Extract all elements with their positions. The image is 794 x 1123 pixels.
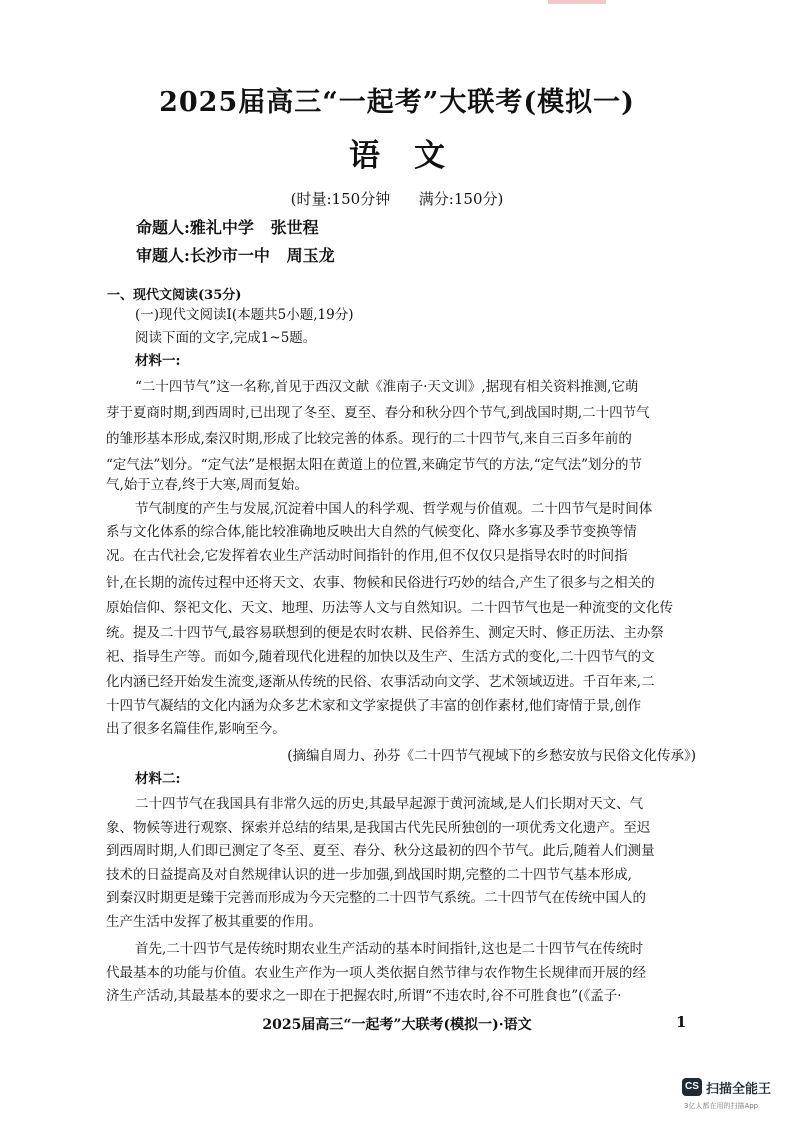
material1-line: 原始信仰、祭祀文化、天文、地理、历法等人文与自然知识。二十四节气也是一种流变的文化传	[106, 600, 673, 616]
material1-line: 祀、指导生产等。而如今,随着现代化进程的加快以及生产、生活方式的变化,二十四节气的文	[106, 649, 655, 665]
material1-line: 十四节气凝结的文化内涵为众多艺术家和文学家提供了丰富的创作素材,他们寄情于景,创作	[106, 698, 642, 714]
material2-line: 济生产活动,其最基本的要求之一即在于把握农时,所谓“不违农时,谷不可胜食也”(《孟子·	[106, 988, 622, 1004]
material2-line: 首先,二十四节气是传统时期农业生产活动的基本时间指针,这也是二十四节气在传统时	[135, 941, 644, 957]
material1-line: 的雏形基本形成,秦汉时期,形成了比较完善的体系。现行的二十四节气,来自三百多年前的	[106, 431, 632, 447]
section-heading: 一、现代文阅读(35分)	[107, 288, 242, 303]
material2-line: 到西周时期,人们即已测定了冬至、夏至、春分、秋分这最初的四个节气。此后,随着人们测量	[106, 843, 655, 859]
material2-line: 二十四节气在我国具有非常久远的历史,其最早起源于黄河流域,是人们长期对天文、气	[135, 796, 644, 812]
watermark-tagline: 3亿人都在用的扫描App	[684, 1102, 759, 1110]
reviewer-line: 审题人:长沙市一中 周玉龙	[136, 246, 335, 265]
camscanner-logo-icon: CS	[682, 1078, 702, 1096]
exam-meta: (时量:150分钟 满分:150分)	[290, 190, 504, 208]
instruction: 阅读下面的文字,完成1~5题。	[135, 330, 317, 346]
material1-line: 气,始于立春,终于大寒,周而复始。	[106, 477, 308, 493]
material2-line: 到秦汉时期更是臻于完善而形成为今天完整的二十四节气系统。二十四节气在传统中国人的	[106, 890, 646, 906]
material1-line: “二十四节气”这一名称,首见于西汉文献《淮南子·天文训》,据现有相关资料推测,它萌	[135, 379, 639, 395]
material2-line: 象、物候等进行观察、探索并总结的结果,是我国古代先民所独创的一项优秀文化遗产。至迟	[106, 820, 651, 836]
sub-heading: (一)现代文阅读Ⅰ(本题共5小题,19分)	[135, 307, 354, 323]
material1-line: 出了很多名篇佳作,影响至今。	[106, 721, 286, 737]
material1-label: 材料一:	[135, 353, 181, 369]
scanner-watermark	[682, 1076, 792, 1116]
material2-line: 代最基本的功能与价值。农业生产作为一项人类依据自然节律与农作物生长规律而开展的经	[106, 965, 646, 981]
material1-line: 化内涵已经开始发生流变,逐渐从传统的民俗、农事活动向文学、艺术领域迈进。千百年来,二	[106, 674, 655, 690]
exam-title: 2025届高三“一起考”大联考(模拟一)	[159, 87, 635, 118]
material1-line: 节气制度的产生与发展,沉淀着中国人的科学观、哲学观与价值观。二十四节气是时间体	[135, 501, 653, 517]
material1-line: “定气法”划分。“定气法”是根据太阳在黄道上的位置,来确定节气的方法,“定气法”划分的节	[106, 457, 642, 473]
material1-line: 统。提及二十四节气,最容易联想到的便是农时农耕、民俗养生、测定天时、修正历法、主办祭	[106, 625, 664, 641]
material1-line: 针,在长期的流传过程中还将天文、农事、物候和民俗进行巧妙的结合,产生了很多与之相关的	[106, 575, 655, 591]
material2-label: 材料二:	[135, 771, 181, 787]
material1-line: 系与文化体系的综合体,能比较准确地反映出大自然的气候变化、降水多寡及季节变换等情	[106, 524, 637, 540]
page-number: 1	[676, 1013, 687, 1031]
material2-line: 技术的日益提高及对自然规律认识的进一步加强,到战国时期,完整的二十四节气基本形成,	[106, 867, 632, 883]
material1-line: 芽于夏商时期,到西周时,已出现了冬至、夏至、春分和秋分四个节气,到战国时期,二十四节气	[106, 405, 650, 421]
page-footer: 2025届高三“一起考”大联考(模拟一)·语文	[262, 1017, 532, 1033]
watermark-name: 扫描全能王	[706, 1082, 772, 1097]
author-line: 命题人:雅礼中学 张世程	[136, 218, 319, 237]
top-edge-mark	[548, 0, 606, 4]
material2-line: 生产生活中发挥了极其重要的作用。	[106, 914, 322, 930]
material1-line: 况。在古代社会,它发挥着农业生产活动时间指针的作用,但不仅仅只是指导农时的时间指	[106, 548, 628, 564]
subject-title: 语文	[349, 138, 479, 174]
material1-source: (摘编自周力、孙芬《二十四节气视域下的乡愁安放与民俗文化传承》)	[287, 748, 696, 764]
